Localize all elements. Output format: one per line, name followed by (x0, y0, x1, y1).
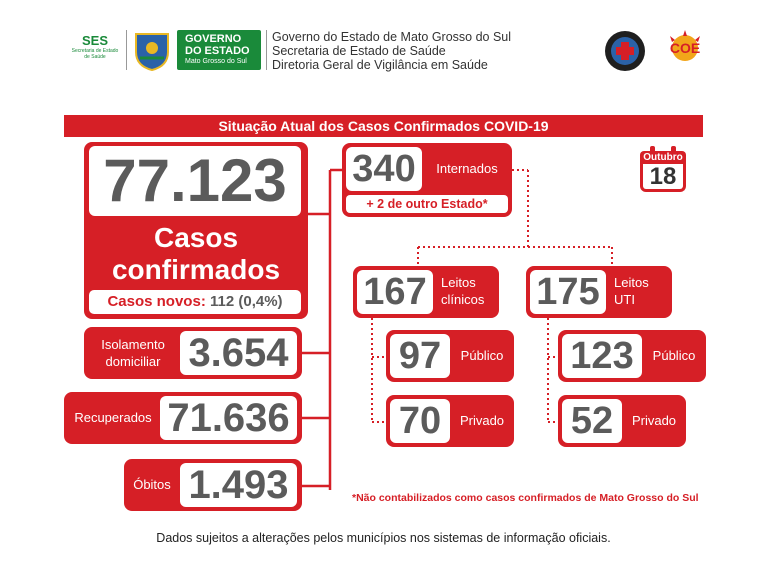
gov-badge-line2: DO ESTADO (185, 45, 250, 57)
icu-value: 175 (536, 271, 600, 313)
icu-beds-panel (526, 266, 672, 318)
isolation-value: 3.654 (188, 331, 289, 375)
org-line-3: Diretoria Geral de Vigilância em Saúde (272, 58, 488, 72)
clinical-label (441, 274, 484, 308)
clinical-private-value: 70 (398, 400, 442, 442)
clinical-value: 167 (363, 271, 427, 313)
recovered-value: 71.636 (167, 396, 290, 440)
clinical-number-box (357, 270, 433, 314)
clinical-public-panel (386, 330, 514, 382)
ses-logo-subtext: Secretaria de Estado de Saúde (71, 48, 119, 60)
clinical-label-line1: Leitos (441, 275, 476, 290)
total-cases-label (84, 222, 308, 286)
icu-private-number-box (562, 399, 622, 443)
isolation-label (90, 336, 176, 370)
hospitalized-panel (342, 143, 512, 217)
total-cases-panel (84, 142, 308, 319)
icu-private-panel (558, 395, 686, 447)
page-title: Situação Atual dos Casos Confirmados COVID-19 (218, 118, 549, 134)
disclaimer: Dados sujeitos a alterações pelos municípios nos sistemas de informação oficiais. (156, 531, 611, 545)
new-cases-value: 112 (0,4%) (209, 293, 283, 310)
icu-public-number-box (562, 334, 642, 378)
recovered-panel (64, 392, 302, 444)
icu-label (614, 274, 649, 308)
org-line-2: Secretaria de Estado de Saúde (272, 44, 446, 58)
deaths-value: 1.493 (188, 463, 289, 507)
icu-public-label: Público (652, 348, 696, 363)
isolation-number-box (180, 331, 297, 375)
hospitalized-extra-box (346, 195, 508, 213)
deaths-label: Óbitos (133, 477, 171, 492)
clinical-public-label: Público (460, 348, 504, 363)
gov-badge-line3: Mato Grosso do Sul (185, 58, 247, 65)
footnote: *Não contabilizados como casos confirmados de Mato Grosso do Sul (352, 492, 699, 504)
clinical-private-panel (386, 395, 514, 447)
coe-logo-text: COE (669, 40, 701, 56)
clinical-public-value: 97 (398, 335, 442, 377)
total-cases-number-box (89, 146, 301, 216)
icu-public-value: 123 (570, 335, 634, 377)
calendar-day: 18 (640, 164, 686, 192)
total-cases-label-line1: Casos (153, 222, 239, 253)
deaths-panel (124, 459, 302, 511)
icu-label-line1: Leitos (614, 275, 649, 290)
new-cases-box (89, 290, 301, 314)
total-cases-value: 77.123 (103, 147, 287, 214)
icu-public-panel (558, 330, 706, 382)
clinical-public-number-box (390, 334, 450, 378)
hospitalized-value: 340 (352, 148, 416, 190)
hospitalized-extra: + 2 de outro Estado* (366, 197, 488, 211)
org-line-1: Governo do Estado de Mato Grosso do Sul (272, 30, 512, 44)
clinical-beds-panel (353, 266, 499, 318)
isolation-label-line1: Isolamento (101, 337, 165, 352)
recovered-number-box (160, 396, 297, 440)
deaths-number-box (180, 463, 297, 507)
isolation-label-line2: domiciliar (105, 354, 161, 369)
clinical-private-label: Privado (459, 413, 505, 428)
total-cases-label-line2: confirmados (111, 254, 281, 285)
icu-private-label: Privado (631, 413, 677, 428)
clinical-label-line2: clínicos (441, 292, 485, 307)
recovered-label: Recuperados (74, 410, 152, 425)
hospitalized-label: Internados (436, 161, 498, 176)
hospitalized-number-box (346, 147, 422, 191)
gov-badge-line1: GOVERNO (185, 33, 242, 45)
clinical-private-number-box (390, 399, 450, 443)
new-cases-label: Casos novos: (107, 293, 206, 310)
calendar-month: Outubro (640, 151, 686, 164)
icu-private-value: 52 (570, 400, 614, 442)
icu-number-box (530, 270, 606, 314)
isolation-panel (84, 327, 302, 379)
icu-label-line2: UTI (614, 292, 635, 307)
ses-logo-text: SES (81, 33, 108, 48)
